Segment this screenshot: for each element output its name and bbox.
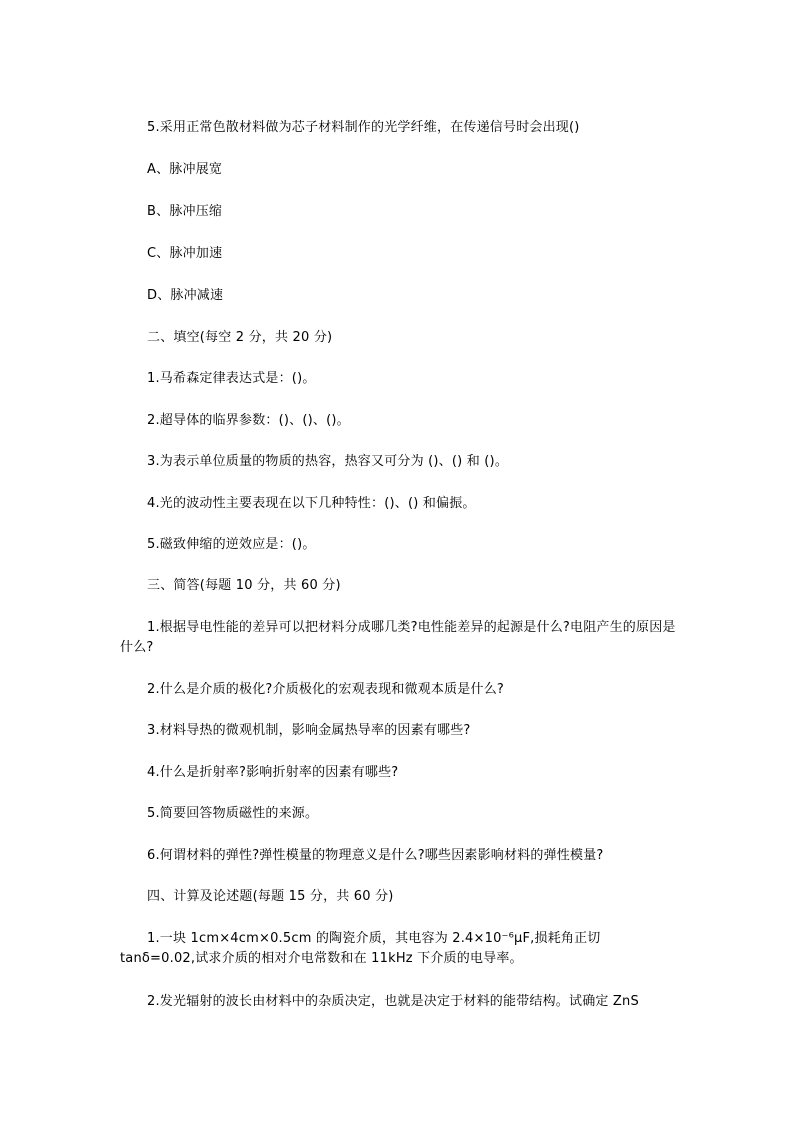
mc-option-d: D、脉冲减速	[147, 288, 224, 303]
fill-section-heading: 二、填空(每空 2 分，共 20 分)	[147, 330, 333, 345]
calc-item-1: 1.一块 1cm×4cm×0.5cm 的陶瓷介质，其电容为 2.4×10⁻⁶μF,损耗角正切 tanδ=0.02,试求介质的相对介电常数和在 11kHz 下介质的电导率。	[120, 931, 601, 966]
calc-section-heading: 四、计算及论述题(每题 15 分，共 60 分)	[147, 889, 394, 904]
short-item-1: 1.根据导电性能的差异可以把材料分成哪几类?电性能差异的起源是什么?电阻产生的原因是什么?	[120, 620, 676, 655]
mc-option-a: A、脉冲展宽	[147, 162, 223, 177]
short-item-2: 2.什么是介质的极化?介质极化的宏观表现和微观本质是什么?	[147, 682, 505, 697]
calc-item-2: 2.发光辐射的波长由材料中的杂质决定，也就是决定于材料的能带结构。试确定 ZnS	[147, 994, 639, 1009]
fill-item-3: 3.为表示单位质量的物质的热容，热容又可分为 ()、() 和 ()。	[147, 454, 509, 469]
fill-item-4: 4.光的波动性主要表现在以下几种特性：()、() 和偏振。	[147, 496, 476, 511]
short-item-3: 3.材料导热的微观机制，影响金属热导率的因素有哪些?	[147, 723, 471, 738]
fill-item-2: 2.超导体的临界参数：()、()、()。	[147, 413, 350, 428]
fill-item-5: 5.磁致伸缩的逆效应是：()。	[147, 537, 316, 552]
short-section-heading: 三、简答(每题 10 分，共 60 分)	[147, 578, 341, 593]
mc-option-c: C、脉冲加速	[147, 246, 223, 261]
fill-item-1: 1.马希森定律表达式是：()。	[147, 371, 316, 386]
mc-question: 5.采用正常色散材料做为芯子材料制作的光学纤维，在传递信号时会出现()	[147, 120, 580, 135]
short-item-5: 5.简要回答物质磁性的来源。	[147, 806, 319, 821]
short-item-4: 4.什么是折射率?影响折射率的因素有哪些?	[147, 765, 399, 780]
short-item-6: 6.何谓材料的弹性?弹性模量的物理意义是什么?哪些因素影响材料的弹性模量?	[147, 848, 604, 863]
mc-option-b: B、脉冲压缩	[147, 204, 223, 219]
